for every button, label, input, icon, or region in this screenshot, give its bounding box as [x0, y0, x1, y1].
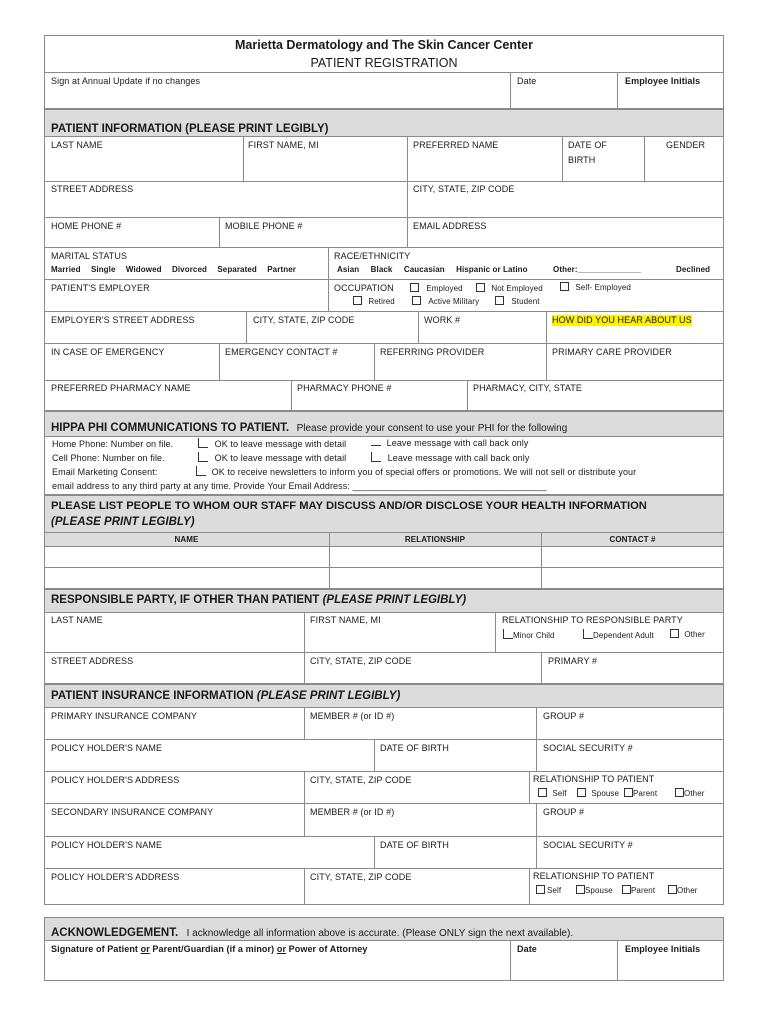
primary-rel-self-label: Self — [552, 789, 567, 798]
primary-holder-city[interactable]: CITY, STATE, ZIP CODE — [310, 775, 412, 785]
insurance-heading-italic: (PLEASE PRINT LEGIBLY) — [256, 690, 401, 702]
primary-rel-self-checkbox[interactable] — [538, 788, 547, 797]
ack-signature-field[interactable] — [51, 944, 368, 955]
race-black[interactable]: Black — [370, 265, 393, 274]
secondary-holder-address[interactable]: POLICY HOLDER'S ADDRESS — [51, 872, 180, 882]
resp-dependent-adult-checkbox[interactable] — [583, 629, 593, 639]
marital-partner[interactable]: Partner — [267, 265, 296, 274]
form-subtitle: PATIENT REGISTRATION — [310, 56, 458, 70]
responsible-last-name[interactable]: LAST NAME — [51, 615, 103, 625]
ack-sig-part1: Signature of Patient — [51, 944, 141, 954]
primary-rel-spouse-label: Spouse — [591, 789, 620, 798]
hippa-cell-phone-label: Cell Phone: Number on file. — [52, 453, 165, 463]
secondary-rel-self-checkbox[interactable] — [536, 885, 545, 894]
secondary-rel-other-label: Other — [677, 886, 698, 895]
resp-dependent-adult-label: Dependent Adult — [593, 631, 654, 640]
secondary-holder-city[interactable]: CITY, STATE, ZIP CODE — [310, 872, 412, 882]
hippa-cell-ok-label: OK to leave message with detail — [214, 453, 347, 463]
primary-holder-address[interactable]: POLICY HOLDER'S ADDRESS — [51, 775, 180, 785]
hippa-home-callback-label: Leave message with call back only — [386, 438, 529, 448]
hippa-email-consent-label: Email Marketing Consent: — [52, 467, 158, 477]
secondary-holder-ssn[interactable]: SOCIAL SECURITY # — [543, 840, 633, 850]
race-label: RACE/ETHNICITY — [334, 251, 411, 261]
race-caucasian[interactable]: Caucasian — [403, 265, 445, 274]
secondary-group[interactable]: GROUP # — [543, 807, 585, 817]
hippa-cell-callback-checkbox[interactable] — [371, 452, 381, 462]
pharmacy-city-field[interactable]: PHARMACY, CITY, STATE — [473, 383, 582, 393]
responsible-relationship-label: RELATIONSHIP TO RESPONSIBLE PARTY — [502, 615, 683, 625]
marital-status-label: MARITAL STATUS — [51, 251, 128, 261]
ack-date-field[interactable]: Date — [517, 944, 537, 954]
city-state-zip-field[interactable]: CITY, STATE, ZIP CODE — [413, 184, 515, 194]
disclose-col-name: NAME — [174, 535, 199, 544]
emergency-field[interactable]: IN CASE OF EMERGENCY — [51, 347, 165, 357]
resp-minor-child-checkbox[interactable] — [503, 629, 513, 639]
first-name-field[interactable]: FIRST NAME, MI — [248, 140, 319, 150]
dob-field-line2: BIRTH — [568, 155, 596, 165]
ack-sig-part3: Power of Attorney — [286, 944, 368, 954]
gender-field[interactable]: GENDER — [666, 140, 706, 150]
secondary-holder-dob[interactable]: DATE OF BIRTH — [380, 840, 449, 850]
responsible-city[interactable]: CITY, STATE, ZIP CODE — [310, 656, 412, 666]
occ-military-label: Active Military — [428, 297, 480, 306]
hippa-heading-note: Please provide your consent to use your PHI for the following — [296, 423, 568, 434]
primary-holder-ssn[interactable]: SOCIAL SECURITY # — [543, 743, 633, 753]
disclose-col-relationship: RELATIONSHIP — [404, 535, 466, 544]
race-other[interactable]: Other:______________ — [553, 265, 642, 274]
employer-street-field[interactable]: EMPLOYER'S STREET ADDRESS — [51, 315, 195, 325]
primary-member-id[interactable]: MEMBER # (or ID #) — [310, 711, 395, 721]
occ-student-label: Student — [511, 297, 540, 306]
primary-rel-parent-label: Parent — [633, 789, 658, 798]
secondary-rel-self-label: Self — [547, 886, 562, 895]
hippa-email-line2[interactable]: email address to any third party at any time. Provide Your Email Address: ______________________________________ — [52, 481, 547, 491]
hippa-email-ok-checkbox[interactable] — [196, 466, 206, 476]
responsible-street[interactable]: STREET ADDRESS — [51, 656, 134, 666]
secondary-rel-parent-label: Parent — [631, 886, 656, 895]
occ-retired-label: Retired — [368, 297, 395, 306]
ack-employee-initials[interactable]: Employee Initials — [625, 944, 701, 954]
secondary-holder-name[interactable]: POLICY HOLDER'S NAME — [51, 840, 163, 850]
race-hispanic[interactable]: Hispanic or Latino — [456, 265, 528, 274]
primary-rel-parent-checkbox[interactable] — [624, 788, 633, 797]
secondary-rel-patient-label: RELATIONSHIP TO PATIENT — [533, 871, 655, 881]
secondary-rel-spouse-label: Spouse — [585, 886, 613, 895]
occ-not-employed-checkbox[interactable] — [476, 283, 485, 292]
pharmacy-phone-field[interactable]: PHARMACY PHONE # — [297, 383, 392, 393]
hippa-heading: HIPPA PHI COMMUNICATIONS TO PATIENT. — [51, 422, 290, 434]
primary-holder-name[interactable]: POLICY HOLDER'S NAME — [51, 743, 163, 753]
primary-insurance-company[interactable]: PRIMARY INSURANCE COMPANY — [51, 711, 198, 721]
pharmacy-name-field[interactable]: PREFERRED PHARMACY NAME — [51, 383, 191, 393]
header-employee-initials[interactable]: Employee Initials — [625, 76, 701, 86]
occ-military-checkbox[interactable] — [412, 296, 421, 305]
disclose-row-2[interactable] — [45, 568, 723, 588]
hippa-home-ok-label: OK to leave message with detail — [214, 439, 347, 449]
annual-update-label: Sign at Annual Update if no changes — [51, 76, 201, 86]
ack-sig-or1: or — [140, 944, 150, 954]
disclose-row-1[interactable] — [45, 547, 723, 567]
primary-holder-dob[interactable]: DATE OF BIRTH — [380, 743, 449, 753]
patient-employer-field[interactable]: PATIENT'S EMPLOYER — [51, 283, 150, 293]
secondary-member-id[interactable]: MEMBER # (or ID #) — [310, 807, 395, 817]
referring-provider-field[interactable]: REFERRING PROVIDER — [380, 347, 485, 357]
occ-self-employed-label: Self- Employed — [575, 283, 631, 292]
occ-self-employed-checkbox[interactable] — [560, 282, 569, 291]
ack-text: I acknowledge all information above is accurate. (Please ONLY sign the next available). — [186, 928, 574, 939]
resp-other-checkbox[interactable] — [670, 629, 679, 638]
marital-widowed[interactable]: Widowed — [125, 265, 162, 274]
hippa-home-callback-blank[interactable] — [371, 445, 381, 446]
occ-not-employed-label: Not Employed — [491, 284, 543, 293]
work-phone-field[interactable]: WORK # — [424, 315, 461, 325]
occupation-label: OCCUPATION — [334, 283, 394, 293]
ack-heading: ACKNOWLEDGEMENT. — [51, 927, 179, 939]
last-name-field[interactable]: LAST NAME — [51, 140, 103, 150]
how-hear-field[interactable]: HOW DID YOU HEAR ABOUT US — [552, 315, 692, 325]
secondary-rel-parent-checkbox[interactable] — [622, 885, 631, 894]
occ-employed-label: Employed — [426, 284, 463, 293]
hippa-cell-ok-checkbox[interactable] — [198, 452, 208, 462]
email-address-field[interactable]: EMAIL ADDRESS — [413, 221, 487, 231]
race-asian[interactable]: Asian — [337, 265, 360, 274]
insurance-heading: PATIENT INSURANCE INFORMATION — [51, 690, 254, 702]
hippa-email-ok-label: OK to receive newsletters to inform you of special offers or promotions. We will not sell or distribute your — [211, 467, 637, 477]
resp-other-label: Other — [684, 630, 705, 639]
race-declined[interactable]: Declined — [676, 265, 711, 274]
emergency-contact-field[interactable]: EMERGENCY CONTACT # — [225, 347, 338, 357]
resp-minor-child-label: Minor Child — [513, 631, 555, 640]
home-phone-field[interactable]: HOME PHONE # — [51, 221, 122, 231]
mobile-phone-field[interactable]: MOBILE PHONE # — [225, 221, 303, 231]
marital-separated[interactable]: Separated — [217, 265, 257, 274]
street-address-field[interactable]: STREET ADDRESS — [51, 184, 134, 194]
form-title: Marietta Dermatology and The Skin Cancer Center — [235, 38, 533, 52]
ack-sig-part2: Parent/Guardian (if a minor) — [149, 944, 277, 954]
dob-field-line1[interactable]: DATE OF — [568, 140, 608, 150]
primary-rel-patient-label: RELATIONSHIP TO PATIENT — [533, 774, 655, 784]
hippa-cell-callback-label: Leave message with call back only — [387, 453, 530, 463]
secondary-rel-other-checkbox[interactable] — [668, 885, 677, 894]
marital-divorced[interactable]: Divorced — [171, 265, 207, 274]
employer-city-field[interactable]: CITY, STATE, ZIP CODE — [253, 315, 355, 325]
disclose-subheading: (PLEASE PRINT LEGIBLY) — [51, 516, 195, 528]
disclose-heading: PLEASE LIST PEOPLE TO WHOM OUR STAFF MAY DISCUSS AND/OR DISCLOSE YOUR HEALTH INFORMATION — [51, 500, 647, 512]
responsible-heading-italic: (PLEASE PRINT LEGIBLY) — [322, 594, 467, 606]
responsible-primary-phone[interactable]: PRIMARY # — [548, 656, 598, 666]
primary-group[interactable]: GROUP # — [543, 711, 585, 721]
responsible-first-name[interactable]: FIRST NAME, MI — [310, 615, 381, 625]
primary-rel-spouse-checkbox[interactable] — [577, 788, 586, 797]
primary-rel-other-checkbox[interactable] — [675, 788, 684, 797]
secondary-rel-spouse-checkbox[interactable] — [576, 885, 585, 894]
occ-employed-checkbox[interactable] — [410, 283, 419, 292]
hippa-home-phone-label: Home Phone: Number on file. — [52, 439, 174, 449]
primary-care-field[interactable]: PRIMARY CARE PROVIDER — [552, 347, 672, 357]
header-date-label[interactable]: Date — [517, 76, 537, 86]
occ-student-checkbox[interactable] — [495, 296, 504, 305]
preferred-name-field[interactable]: PREFERRED NAME — [413, 140, 499, 150]
patient-info-heading: PATIENT INFORMATION (PLEASE PRINT LEGIBLY) — [51, 123, 329, 135]
responsible-heading: RESPONSIBLE PARTY, IF OTHER THAN PATIENT — [51, 594, 320, 606]
primary-rel-other-label: Other — [684, 789, 705, 798]
occ-retired-checkbox[interactable] — [353, 296, 362, 305]
marital-single[interactable]: Single — [90, 265, 116, 274]
disclose-col-contact: CONTACT # — [609, 535, 656, 544]
ack-sig-or2: or — [276, 944, 287, 954]
secondary-insurance-company[interactable]: SECONDARY INSURANCE COMPANY — [51, 807, 214, 817]
hippa-home-ok-checkbox[interactable] — [198, 438, 208, 448]
marital-married[interactable]: Married — [51, 265, 81, 274]
